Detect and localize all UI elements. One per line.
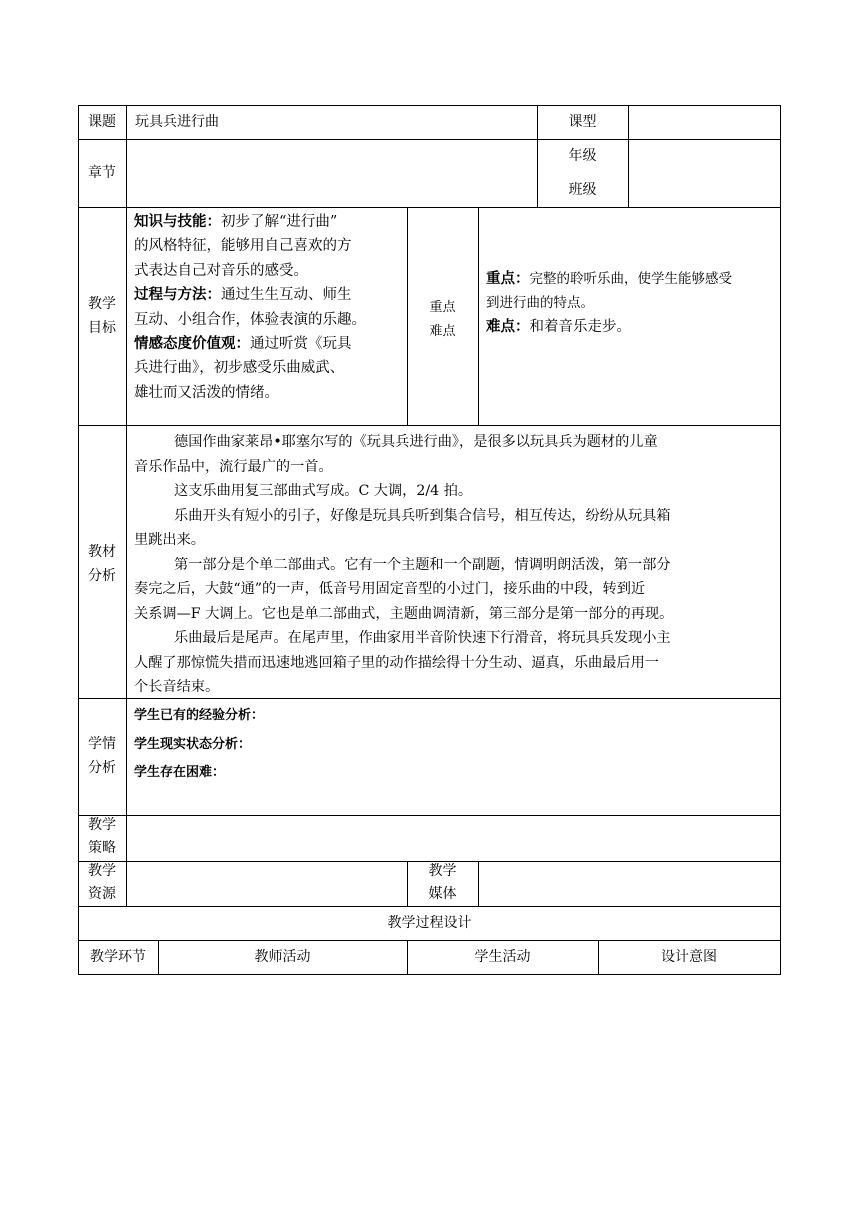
process-title: 过程与方法： <box>134 286 221 304</box>
difficulty-line: 难点：和着音乐走步。 <box>486 318 631 335</box>
col-border <box>126 105 127 907</box>
material-p5-l3: 个长音结束。 <box>134 679 220 695</box>
students-difficulty: 学生存在困难： <box>134 765 226 780</box>
knowledge-line-3: 式表达自己对音乐的感受。 <box>134 262 308 279</box>
difficulty-title: 难点： <box>486 318 530 335</box>
strategy-label: 教学 策略 <box>88 817 116 856</box>
emotion-title: 情感态度价值观： <box>134 335 250 353</box>
col-border <box>628 105 629 208</box>
row-border <box>78 105 781 106</box>
material-text <box>134 430 673 700</box>
process-line-2: 互动、小组合作，体验表演的乐趣。 <box>134 311 366 328</box>
class-label: 班级 <box>568 182 597 198</box>
row-border <box>78 425 781 426</box>
material-p1-l1: 德国作曲家莱昂•耶塞尔写的《玩具兵进行曲》，是很多以玩具兵为题材的儿童 <box>174 434 658 450</box>
topic-label: 课题 <box>88 114 116 130</box>
lesson-type-label: 课型 <box>568 114 597 130</box>
chapter-label: 章节 <box>88 165 116 181</box>
material-label: 教材 分析 <box>88 544 116 584</box>
row-border <box>78 139 781 140</box>
row-border <box>78 974 781 975</box>
topic-value: 玩具兵进行曲 <box>135 114 219 130</box>
students-experience: 学生已有的经验分析： <box>134 708 265 723</box>
col-border <box>478 861 479 907</box>
material-p5-l1: 乐曲最后是尾声。在尾声里，作曲家用半音阶快速下行滑音，将玩具兵发现小主 <box>174 630 671 646</box>
key-title: 重点： <box>486 270 530 287</box>
knowledge-line-2: 的风格特征，能够用自己喜欢的方 <box>134 238 352 255</box>
students-label: 学情 分析 <box>88 736 116 776</box>
key-line-2: 到进行曲的特点。 <box>486 295 594 311</box>
grade-label: 年级 <box>568 148 597 164</box>
material-p4-l3: 关系调—F 大调上。它也是单二部曲式，主题曲调清新，第三部分是第一部分的再现。 <box>134 605 674 622</box>
key-points-text <box>486 267 732 339</box>
material-p4-l2: 奏完之后，大鼓“通”的一声，低音号用固定音型的小过门，接乐曲的中段，转到近 <box>134 581 646 597</box>
process-title: 教学过程设计 <box>387 915 472 931</box>
key-points-label: 重点 难点 <box>429 300 456 339</box>
material-p1-l2: 音乐作品中，流行最广的一首。 <box>134 458 333 475</box>
col-teacher-header: 教师活动 <box>254 949 311 965</box>
media-label: 教学 媒体 <box>428 863 457 902</box>
material-p5-l2: 人醒了那惊慌失措而迅速地逃回箱子里的动作描绘得十分生动、逼真，乐曲最后用一 <box>134 654 659 671</box>
row-border <box>78 940 781 941</box>
emotion-line-3: 雄壮而又活泼的情绪。 <box>134 384 279 401</box>
row-border <box>78 207 781 208</box>
knowledge-line-1: 知识与技能：初步了解“进行曲” <box>134 213 338 230</box>
row-border <box>78 815 781 816</box>
material-p3-l2: 里跳出来。 <box>134 532 205 548</box>
key-line-1: 重点：完整的聆听乐曲，使学生能够感受 <box>486 270 732 287</box>
objectives-text <box>134 210 366 405</box>
process-line-1: 过程与方法：通过生生互动、师生 <box>134 286 352 304</box>
material-p2-l1: 这支乐曲用复三部曲式写成。C 大调，2/4 拍。 <box>174 483 473 499</box>
col-student-header: 学生活动 <box>474 949 531 965</box>
students-reality: 学生现实状态分析： <box>134 737 252 752</box>
col-intent-header: 设计意图 <box>661 949 717 965</box>
col-border <box>780 105 781 975</box>
knowledge-title: 知识与技能： <box>134 213 221 230</box>
col-stage-header: 教学环节 <box>90 949 146 965</box>
objectives-label: 教学 目标 <box>88 296 116 336</box>
row-border <box>78 906 781 907</box>
col-border <box>478 207 479 426</box>
material-p4-l1: 第一部分是个单二部曲式。它有一个主题和一个副题，情调明朗活泼，第一部分 <box>174 556 671 573</box>
emotion-line-2: 兵进行曲》，初步感受乐曲威武、 <box>134 360 345 377</box>
resources-label: 教学 资源 <box>88 863 116 902</box>
emotion-line-1: 情感态度价值观：通过听赏《玩具 <box>134 335 352 353</box>
material-p3-l1: 乐曲开头有短小的引子，好像是玩具兵听到集合信号，相互传达，纷纷从玩具箱 <box>174 507 671 524</box>
